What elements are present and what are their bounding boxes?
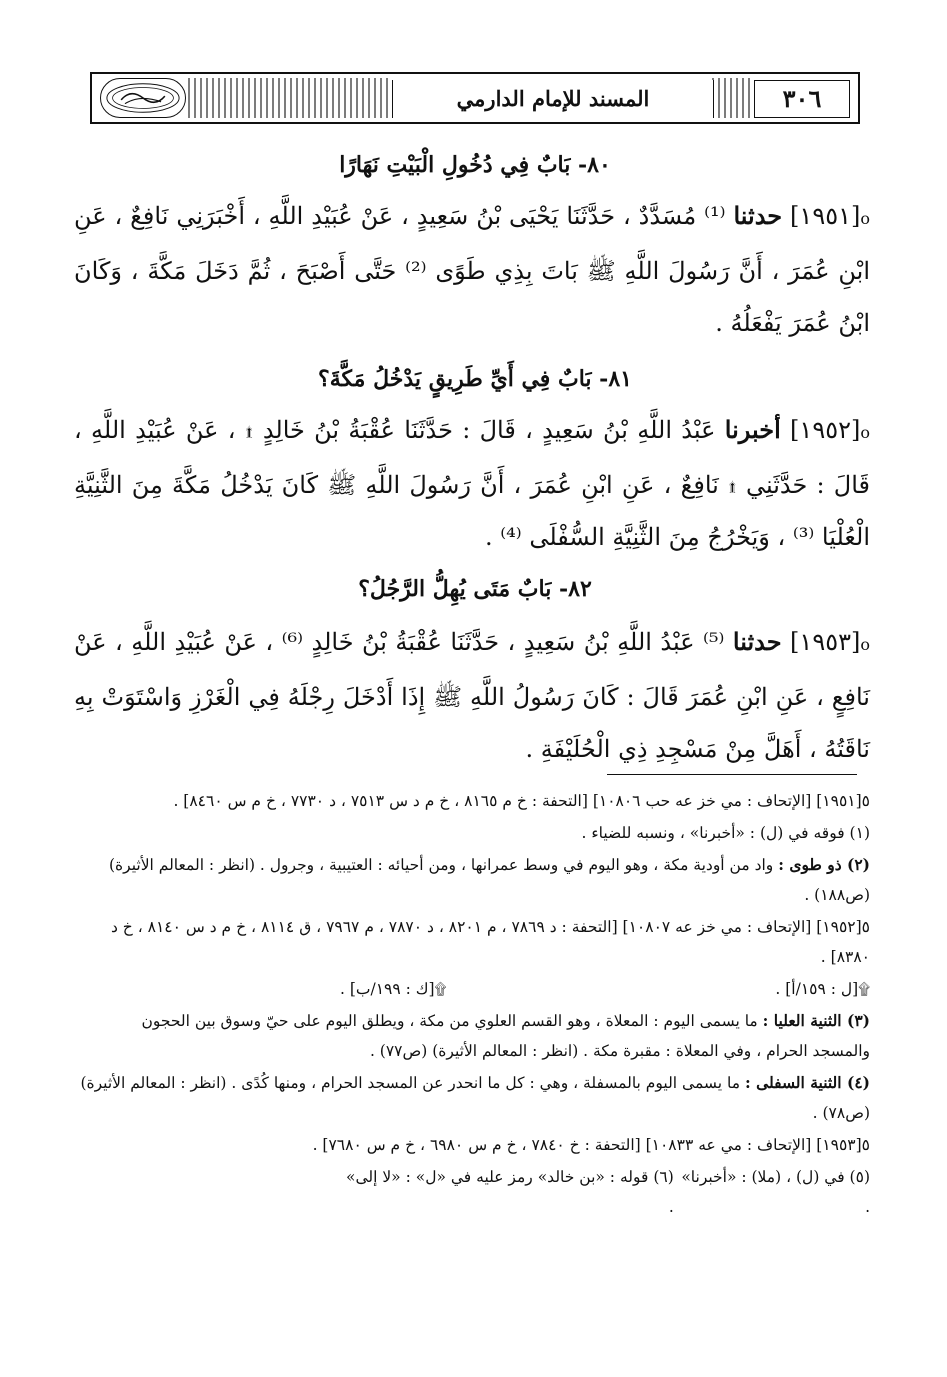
seal-emblem xyxy=(101,79,185,117)
manuscript-marks xyxy=(80,974,870,1004)
footnotes xyxy=(80,786,870,1224)
footnote-2 xyxy=(80,850,870,910)
header-ornament-left xyxy=(188,78,392,118)
footnote-5: (٥) في (ل) ، (ملا) : «أخبرنا» . xyxy=(681,1168,870,1216)
hadith-lead: حدثنا xyxy=(733,201,783,230)
book-seal xyxy=(100,78,186,118)
hadith-text: ⁽⁵⁾ عَبْدُ اللَّهِ بْنُ سَعِيدٍ ، حَدَّثَنَا عُقْبَةُ بْنُ خَالِدٍ ⁽⁶⁾ ، عَنْ عُبَيْدِ اللَّهِ ، عَنْ نَافِعٍ ، عَنِ ابْنِ عُمَرَ قَالَ : كَانَ رَسُولُ اللَّهِ ﷺ إِذَا أَدْخَلَ رِجْلَهُ فِي الْغَرْزِ وَاسْتَوَتْ بِهِ نَاقَتُهُ ، أَهَلَّ مِنْ مَسْجِدِ ذِي الْحُلَيْفَةِ . xyxy=(74,628,870,763)
hadith-1951 xyxy=(74,190,870,349)
circle-marker: o xyxy=(860,635,870,654)
footnote-label: (٢) ذو طوى : xyxy=(778,855,870,874)
hadith-1952 xyxy=(74,404,870,563)
footnote-label: (٤) الثنية السفلى : xyxy=(744,1073,870,1092)
hadith-text: عَبْدُ اللَّهِ بْنُ سَعِيدٍ ، قَالَ : حَدَّثَنَا عُقْبَةُ بْنُ خَالِدٍ ۩ ، عَنْ عُبَيْدِ اللَّهِ ، قَالَ : حَدَّثَنِي ۩ نَافِعٌ ، عَنِ ابْنِ عُمَرَ ، أَنَّ رَسُولَ اللَّهِ ﷺ كَانَ يَدْخُلُ مَكَّةَ مِنَ الثَّنِيَّةِ الْعُلْيَا ⁽³⁾ ، وَيَخْرُجُ مِنَ الثَّنِيَّةِ السُّفْلَى ⁽⁴⁾ . xyxy=(74,416,871,551)
hadith-lead: أخبرنا xyxy=(724,415,781,444)
chapter-heading-82: ٨٢- بَابٌ مَتَى يُهِلُّ الرَّجُلُ؟ xyxy=(358,576,592,602)
reference-1951: ٥[١٩٥١] [الإتحاف : مي خز عه حب ١٠٨٠٦] [التحفة : خ م ٨١٦٥ ، خ م د س ٧٥١٣ ، د ٧٧٣٠ ، خ م س ٨٤٦٠] . xyxy=(173,792,870,810)
footnote-4 xyxy=(80,1068,870,1128)
reference-1953: ٥[١٩٥٣] [الإتحاف : مي عه ١٠٨٣٣] [التحفة : خ ٧٨٤٠ ، خ م س ٦٩٨٠ ، خ م س ٧٦٨٠] . xyxy=(312,1136,870,1154)
reference-1952: ٥[١٩٥٢] [الإتحاف : مي خز عه ١٠٨٠٧] [التحفة : د ٧٨٦٩ ، م ٨٢٠١ ، د ٧٨٧٠ ، م ٧٩٦٧ ، ق ٨١١٤ ، خ م د س ٨١٤٠ ، خ د ٨٣٨٠] . xyxy=(110,918,870,966)
footnotes-5-6 xyxy=(80,1162,870,1222)
manuscript-mark-k: ۩[ك : ١٩٩/ب] . xyxy=(340,980,447,998)
footnote-6: (٦) قوله : «بن خالد» رمز عليه في «ل» : «لا إلى» . xyxy=(345,1168,674,1216)
footnote-text: واد من أودية مكة ، وهو اليوم في وسط عمرانها ، ومن أحيائه : العتيبية ، وجرول . (انظر : المعالم الأثيرة) (ص١٨٨) . xyxy=(108,856,870,904)
hadith-number: [١٩٥١] xyxy=(790,202,861,230)
page-number: ٣٠٦ xyxy=(754,80,850,118)
header-ornament-right xyxy=(712,78,752,118)
hadith-1953 xyxy=(74,616,870,775)
hadith-lead: حدثنا xyxy=(732,627,782,656)
chapter-heading-81: ٨١- بَابٌ فِي أَيِّ طَرِيقٍ يَدْخُلُ مَكَّةَ؟ xyxy=(318,366,632,392)
hadith-number: [١٩٥٢] xyxy=(790,416,861,444)
footnote-text: ما يسمى اليوم : المعلاة ، وهو القسم العلوي من مكة ، ويطلق اليوم على حيّ وسوق بين الحجون والمسجد الحرام ، وفي المعلاة : مقبرة مكة . (انظر : المعالم الأثيرة) (ص٧٧) . xyxy=(141,1012,870,1060)
footnote-label: (٣) الثنية العليا : xyxy=(762,1011,870,1030)
page-header xyxy=(90,72,860,124)
footnote-text: ما يسمى اليوم بالمسفلة ، وهي : كل ما انحدر عن المسجد الحرام ، ومنها كُدًى . (انظر : المعالم الأثيرة) (ص٧٨) . xyxy=(80,1074,870,1122)
circle-marker: o xyxy=(860,209,870,228)
hadith-number: [١٩٥٣] xyxy=(790,628,861,656)
hadith-text: ⁽¹⁾ مُسَدَّدٌ ، حَدَّثَنَا يَحْيَى بْنُ سَعِيدٍ ، عَنْ عُبَيْدِ اللَّهِ ، أَخْبَرَنِي نَافِعٌ ، عَنِ ابْنِ عُمَرَ ، أَنَّ رَسُولَ اللَّهِ ﷺ بَاتَ بِذِي طَوًى ⁽²⁾ حَتَّى أَصْبَحَ ، ثُمَّ دَخَلَ مَكَّةَ ، وَكَانَ ابْنُ عُمَرَ يَفْعَلُهُ . xyxy=(74,202,871,337)
circle-marker: o xyxy=(860,423,870,442)
footnote-separator xyxy=(607,774,857,775)
footnote-1: (١) فوقه في (ل) : «أخبرنا» ، ونسبه للضياء . xyxy=(581,824,870,842)
chapter-heading-80: ٨٠- بَابٌ فِي دُخُولِ الْبَيْتِ نَهَارًا xyxy=(339,152,611,178)
running-title: المسند للإمام الدارمي xyxy=(392,80,714,118)
manuscript-mark-l: ۩[ل : ١٥٩/أ] . xyxy=(775,980,870,998)
footnote-3 xyxy=(80,1006,870,1066)
